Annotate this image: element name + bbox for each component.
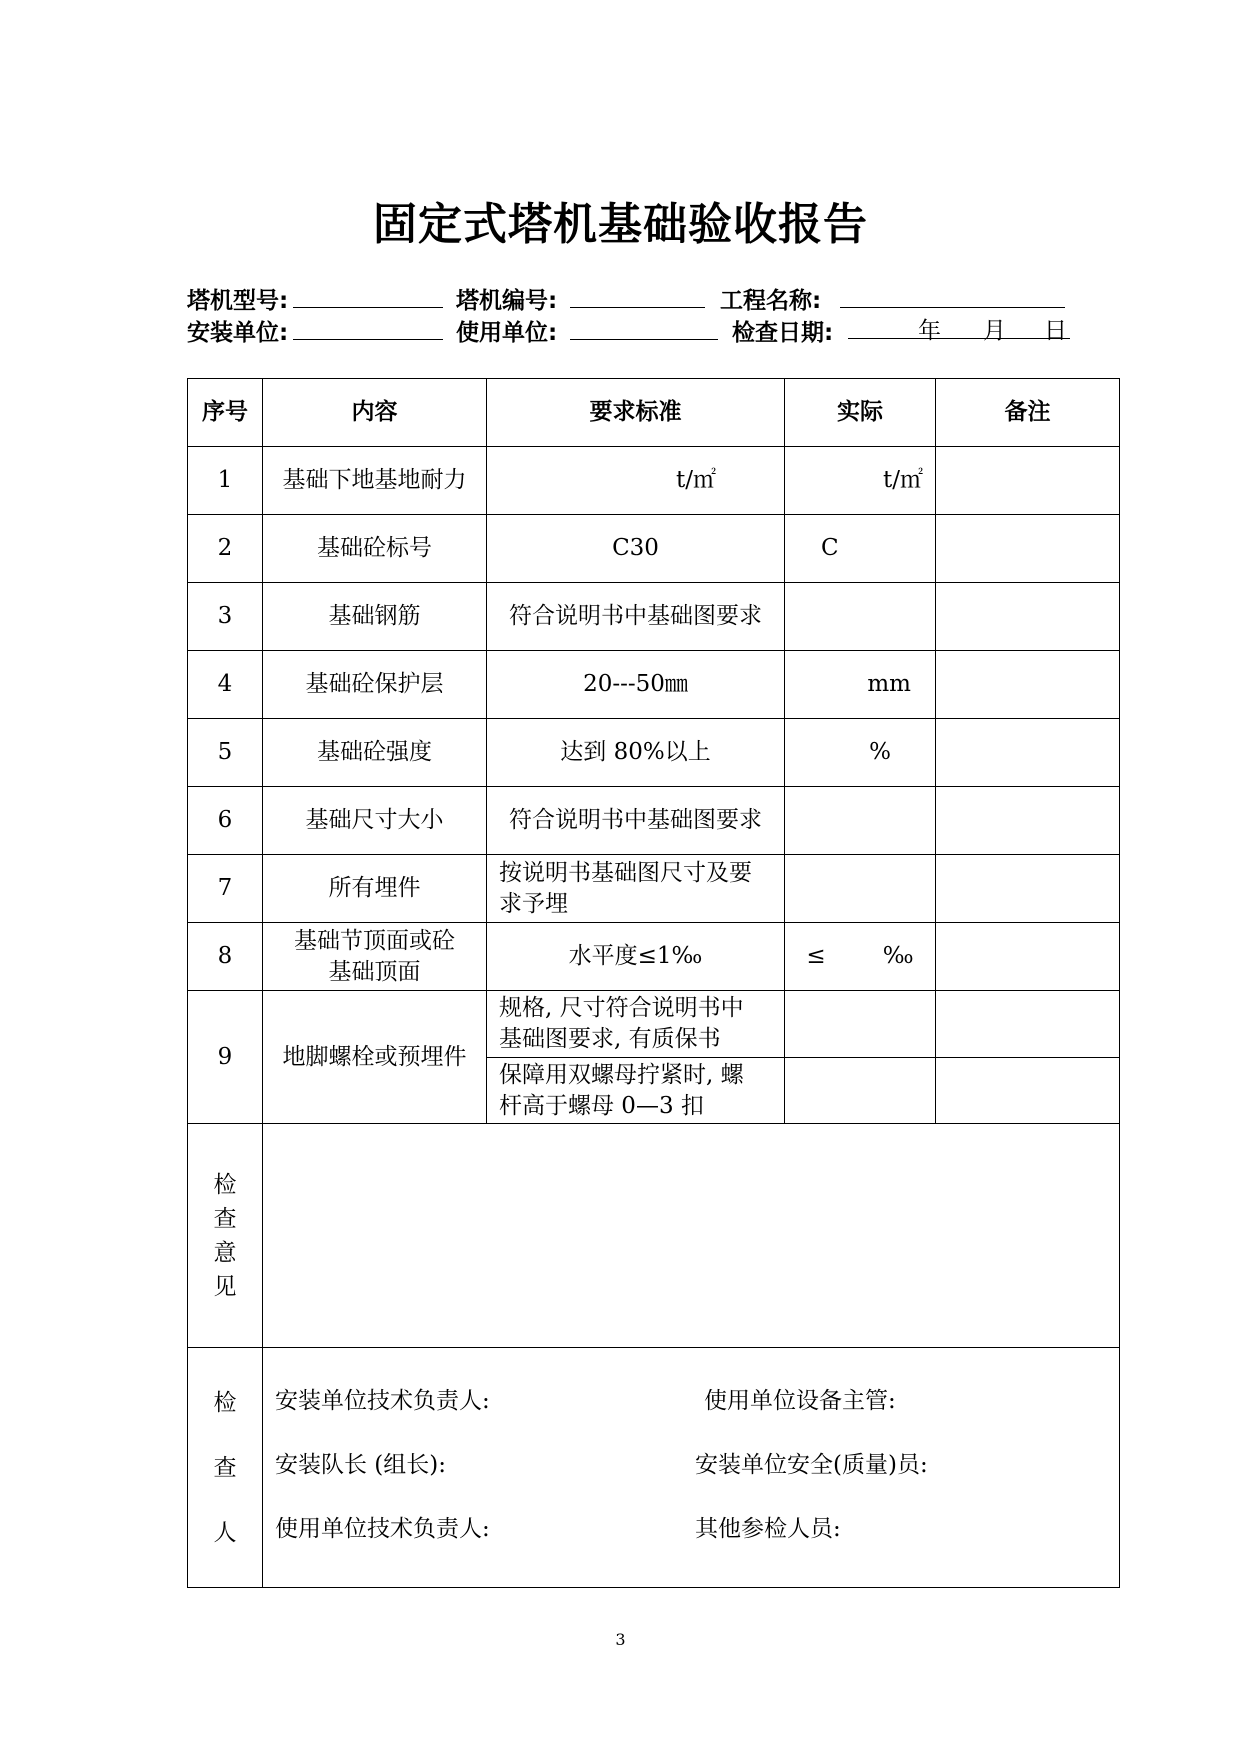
row-actual[interactable] [785,991,936,1058]
tower-number-field[interactable] [570,283,705,308]
row-actual[interactable]: mm [785,651,936,719]
table-row [188,651,1120,719]
row-standard: t/㎡ [487,447,785,515]
opinion-field[interactable] [263,1124,1120,1348]
header-content: 内容 [263,379,487,447]
row-standard-line: 求予埋 [499,890,568,917]
row-content: 基础钢筋 [263,583,487,651]
use-unit-field[interactable] [570,315,718,340]
row-content: 基础下地基地耐力 [263,447,487,515]
row-content [263,923,487,991]
use-equipment-signature[interactable]: 使用单位设备主管: [704,1388,896,1414]
row-no: 6 [188,787,263,855]
row-standard-line: 基础图要求, 有质保书 [499,1026,721,1052]
install-unit-label: 安装单位: [187,320,289,346]
row-remark[interactable] [936,583,1120,651]
row-standard: 符合说明书中基础图要求 [487,787,785,855]
row-no: 7 [188,855,263,923]
row-remark[interactable] [936,719,1120,787]
opinion-char: 查 [213,1205,237,1232]
page-title: 固定式塔机基础验收报告 [373,199,868,250]
inspector-signatures [263,1348,1120,1588]
table-row [188,787,1120,855]
row-content: 基础砼保护层 [263,651,487,719]
header-remark: 备注 [936,379,1120,447]
row-content: 基础砼强度 [263,719,487,787]
table-row [188,515,1120,583]
row-standard-line: 杆高于螺母 0—3 扣 [499,1092,704,1119]
date-month: 月 [983,318,1006,344]
row-actual[interactable] [785,787,936,855]
table-header-row [188,379,1120,447]
row-remark[interactable] [936,1058,1120,1124]
row-remark[interactable] [936,787,1120,855]
inspect-date-label: 检查日期: [732,320,834,346]
inspection-table [187,378,1120,1588]
row-actual[interactable]: % [785,719,936,787]
date-year: 年 [918,318,941,344]
row-standard: 20---50㎜ [487,651,785,719]
row-content-line: 基础节顶面或砼 [294,927,455,954]
row-no: 3 [188,583,263,651]
use-tech-signature[interactable]: 使用单位技术负责人: [275,1516,490,1542]
install-tech-signature[interactable]: 安装单位技术负责人: [275,1388,490,1414]
row-no: 9 [188,991,263,1124]
row-actual[interactable] [785,855,936,923]
row-standard [487,855,785,923]
others-signature[interactable]: 其他参检人员: [695,1516,841,1542]
inspector-row [188,1348,1120,1588]
row-remark[interactable] [936,991,1120,1058]
opinion-row [188,1124,1120,1348]
page-number: 3 [615,1630,626,1649]
tower-model-field[interactable] [293,283,443,308]
row-standard-line: 按说明书基础图尺寸及要 [499,859,752,886]
row-no: 1 [188,447,263,515]
opinion-char: 见 [213,1273,237,1300]
install-unit-field[interactable] [293,315,443,340]
table-row [188,583,1120,651]
row-content: 地脚螺栓或预埋件 [263,991,487,1124]
row-content: 基础砼标号 [263,515,487,583]
inspector-label [188,1348,263,1588]
table-row [188,447,1120,515]
project-name-label: 工程名称: [720,288,822,314]
row-remark[interactable] [936,923,1120,991]
row-standard: 符合说明书中基础图要求 [487,583,785,651]
header-actual: 实际 [785,379,936,447]
row-actual[interactable]: t/㎡ [785,447,936,515]
actual-permil: ‰ [882,943,914,969]
row-content: 基础尺寸大小 [263,787,487,855]
project-name-field[interactable] [840,283,1065,308]
table-row [188,719,1120,787]
row-standard-line: 规格, 尺寸符合说明书中 [499,995,744,1021]
date-day: 日 [1044,318,1067,344]
inspect-date-field[interactable] [848,312,1070,344]
install-leader-signature[interactable]: 安装队长 (组长): [275,1452,447,1478]
inspector-char: 检 [213,1389,237,1416]
row-remark[interactable] [936,447,1120,515]
row-standard-line: 保障用双螺母拧紧时, 螺 [499,1061,744,1088]
use-unit-label: 使用单位: [456,320,558,346]
row-no: 4 [188,651,263,719]
table-row [188,991,1120,1058]
row-standard [487,1058,785,1124]
actual-leq: ≤ [806,943,826,969]
row-remark[interactable] [936,515,1120,583]
row-actual[interactable] [785,1058,936,1124]
tower-number-label: 塔机编号: [456,288,558,314]
row-actual[interactable]: C [785,515,936,583]
table-row [188,855,1120,923]
row-content: 所有埋件 [263,855,487,923]
install-safety-signature[interactable]: 安装单位安全(质量)员: [695,1452,928,1478]
row-content-line: 基础顶面 [328,958,421,985]
opinion-label [188,1124,263,1348]
tower-model-label: 塔机型号: [187,288,289,314]
row-standard [487,991,785,1058]
header-standard: 要求标准 [487,379,785,447]
table-row [188,923,1120,991]
header-no: 序号 [188,379,263,447]
row-standard: 达到 80%以上 [487,719,785,787]
row-standard: 水平度≤1‰ [487,923,785,991]
row-no: 2 [188,515,263,583]
row-no: 5 [188,719,263,787]
opinion-char: 检 [213,1171,237,1198]
opinion-char: 意 [213,1239,237,1266]
row-no: 8 [188,923,263,991]
row-remark[interactable] [936,651,1120,719]
row-standard: C30 [487,515,785,583]
inspector-char: 查 [213,1454,237,1481]
inspector-char: 人 [213,1519,237,1546]
row-actual[interactable] [785,923,936,991]
row-remark[interactable] [936,855,1120,923]
row-actual[interactable] [785,583,936,651]
